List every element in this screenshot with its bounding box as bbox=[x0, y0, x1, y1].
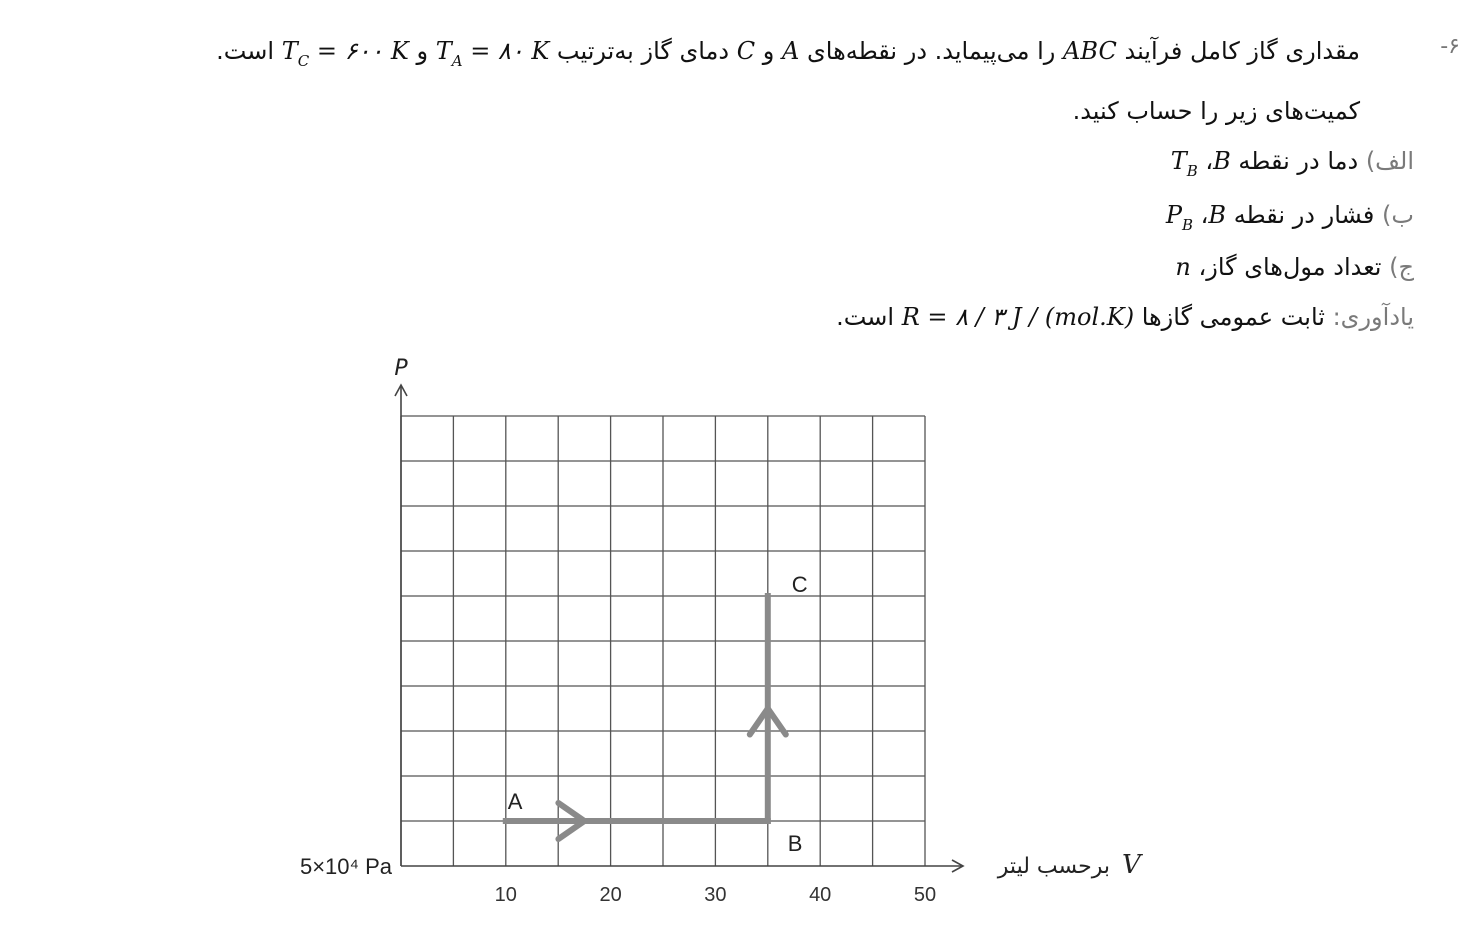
item-c-label: ج) bbox=[1389, 253, 1414, 281]
ta-expression: $T_A$ = ۸۰ K bbox=[435, 37, 550, 70]
item-a-symbol: $T_B$ bbox=[1170, 147, 1198, 180]
x-axis-label: V bbox=[1122, 850, 1141, 880]
item-c-symbol: n bbox=[1175, 253, 1191, 281]
item-b-sep: ، bbox=[1200, 201, 1209, 229]
process-path bbox=[506, 596, 786, 839]
x-ticks bbox=[495, 884, 936, 906]
point-a-ref: A bbox=[781, 37, 800, 65]
intro-temp: دمای گاز به‌ترتیب bbox=[556, 37, 730, 65]
item-b-label: ب) bbox=[1382, 201, 1414, 229]
item-a-sep: ، bbox=[1205, 147, 1214, 175]
note-math: R = ۸ / ۳ J / (mol.K) bbox=[901, 303, 1135, 331]
point-label-a: A bbox=[507, 789, 523, 814]
question-line2: کمیت‌های زیر را حساب کنید. bbox=[1072, 97, 1360, 125]
intro-mid: را می‌پیماید. در نقطه‌های bbox=[806, 37, 1056, 65]
point-c-ref: C bbox=[736, 37, 756, 65]
note-label: یادآوری: bbox=[1332, 303, 1414, 331]
item-a-point: B bbox=[1213, 147, 1231, 175]
item-b-symbol: $P_B$ bbox=[1165, 201, 1194, 234]
conj-2: و bbox=[416, 37, 429, 65]
tc-expression: $T_C$ = ۶۰۰ K bbox=[281, 37, 409, 70]
y-base-label: 5×10⁴ Pa bbox=[299, 854, 392, 879]
item-a-text: دما در نقطه bbox=[1238, 147, 1359, 175]
item-b-point: B bbox=[1208, 201, 1227, 229]
intro-end: است. bbox=[216, 37, 275, 65]
question-number: ۶- bbox=[1440, 34, 1460, 59]
note-text: ثابت عمومی گازها bbox=[1141, 303, 1325, 331]
process-name: ABC bbox=[1063, 37, 1117, 65]
point-label-b: B bbox=[787, 831, 803, 856]
x-tick-label: 20 bbox=[599, 884, 622, 906]
y-axis-label: P bbox=[394, 356, 408, 381]
point-label-c: C bbox=[791, 572, 808, 597]
x-tick-label: 50 bbox=[913, 884, 937, 906]
note-end: است. bbox=[836, 303, 895, 331]
conj-1: و bbox=[762, 37, 775, 65]
x-tick-label: 10 bbox=[494, 884, 517, 906]
item-b-text: فشار در نقطه bbox=[1233, 201, 1375, 229]
x-axis-unit: برحسب لیتر bbox=[997, 854, 1110, 879]
x-tick-label: 30 bbox=[704, 884, 727, 906]
item-a-label: الف) bbox=[1365, 147, 1414, 175]
intro-prefix: مقداری گاز کامل فرآیند bbox=[1124, 37, 1360, 65]
x-tick-label: 40 bbox=[809, 884, 832, 906]
grid bbox=[401, 416, 925, 866]
item-c-text: تعداد مول‌های گاز، bbox=[1198, 253, 1382, 281]
